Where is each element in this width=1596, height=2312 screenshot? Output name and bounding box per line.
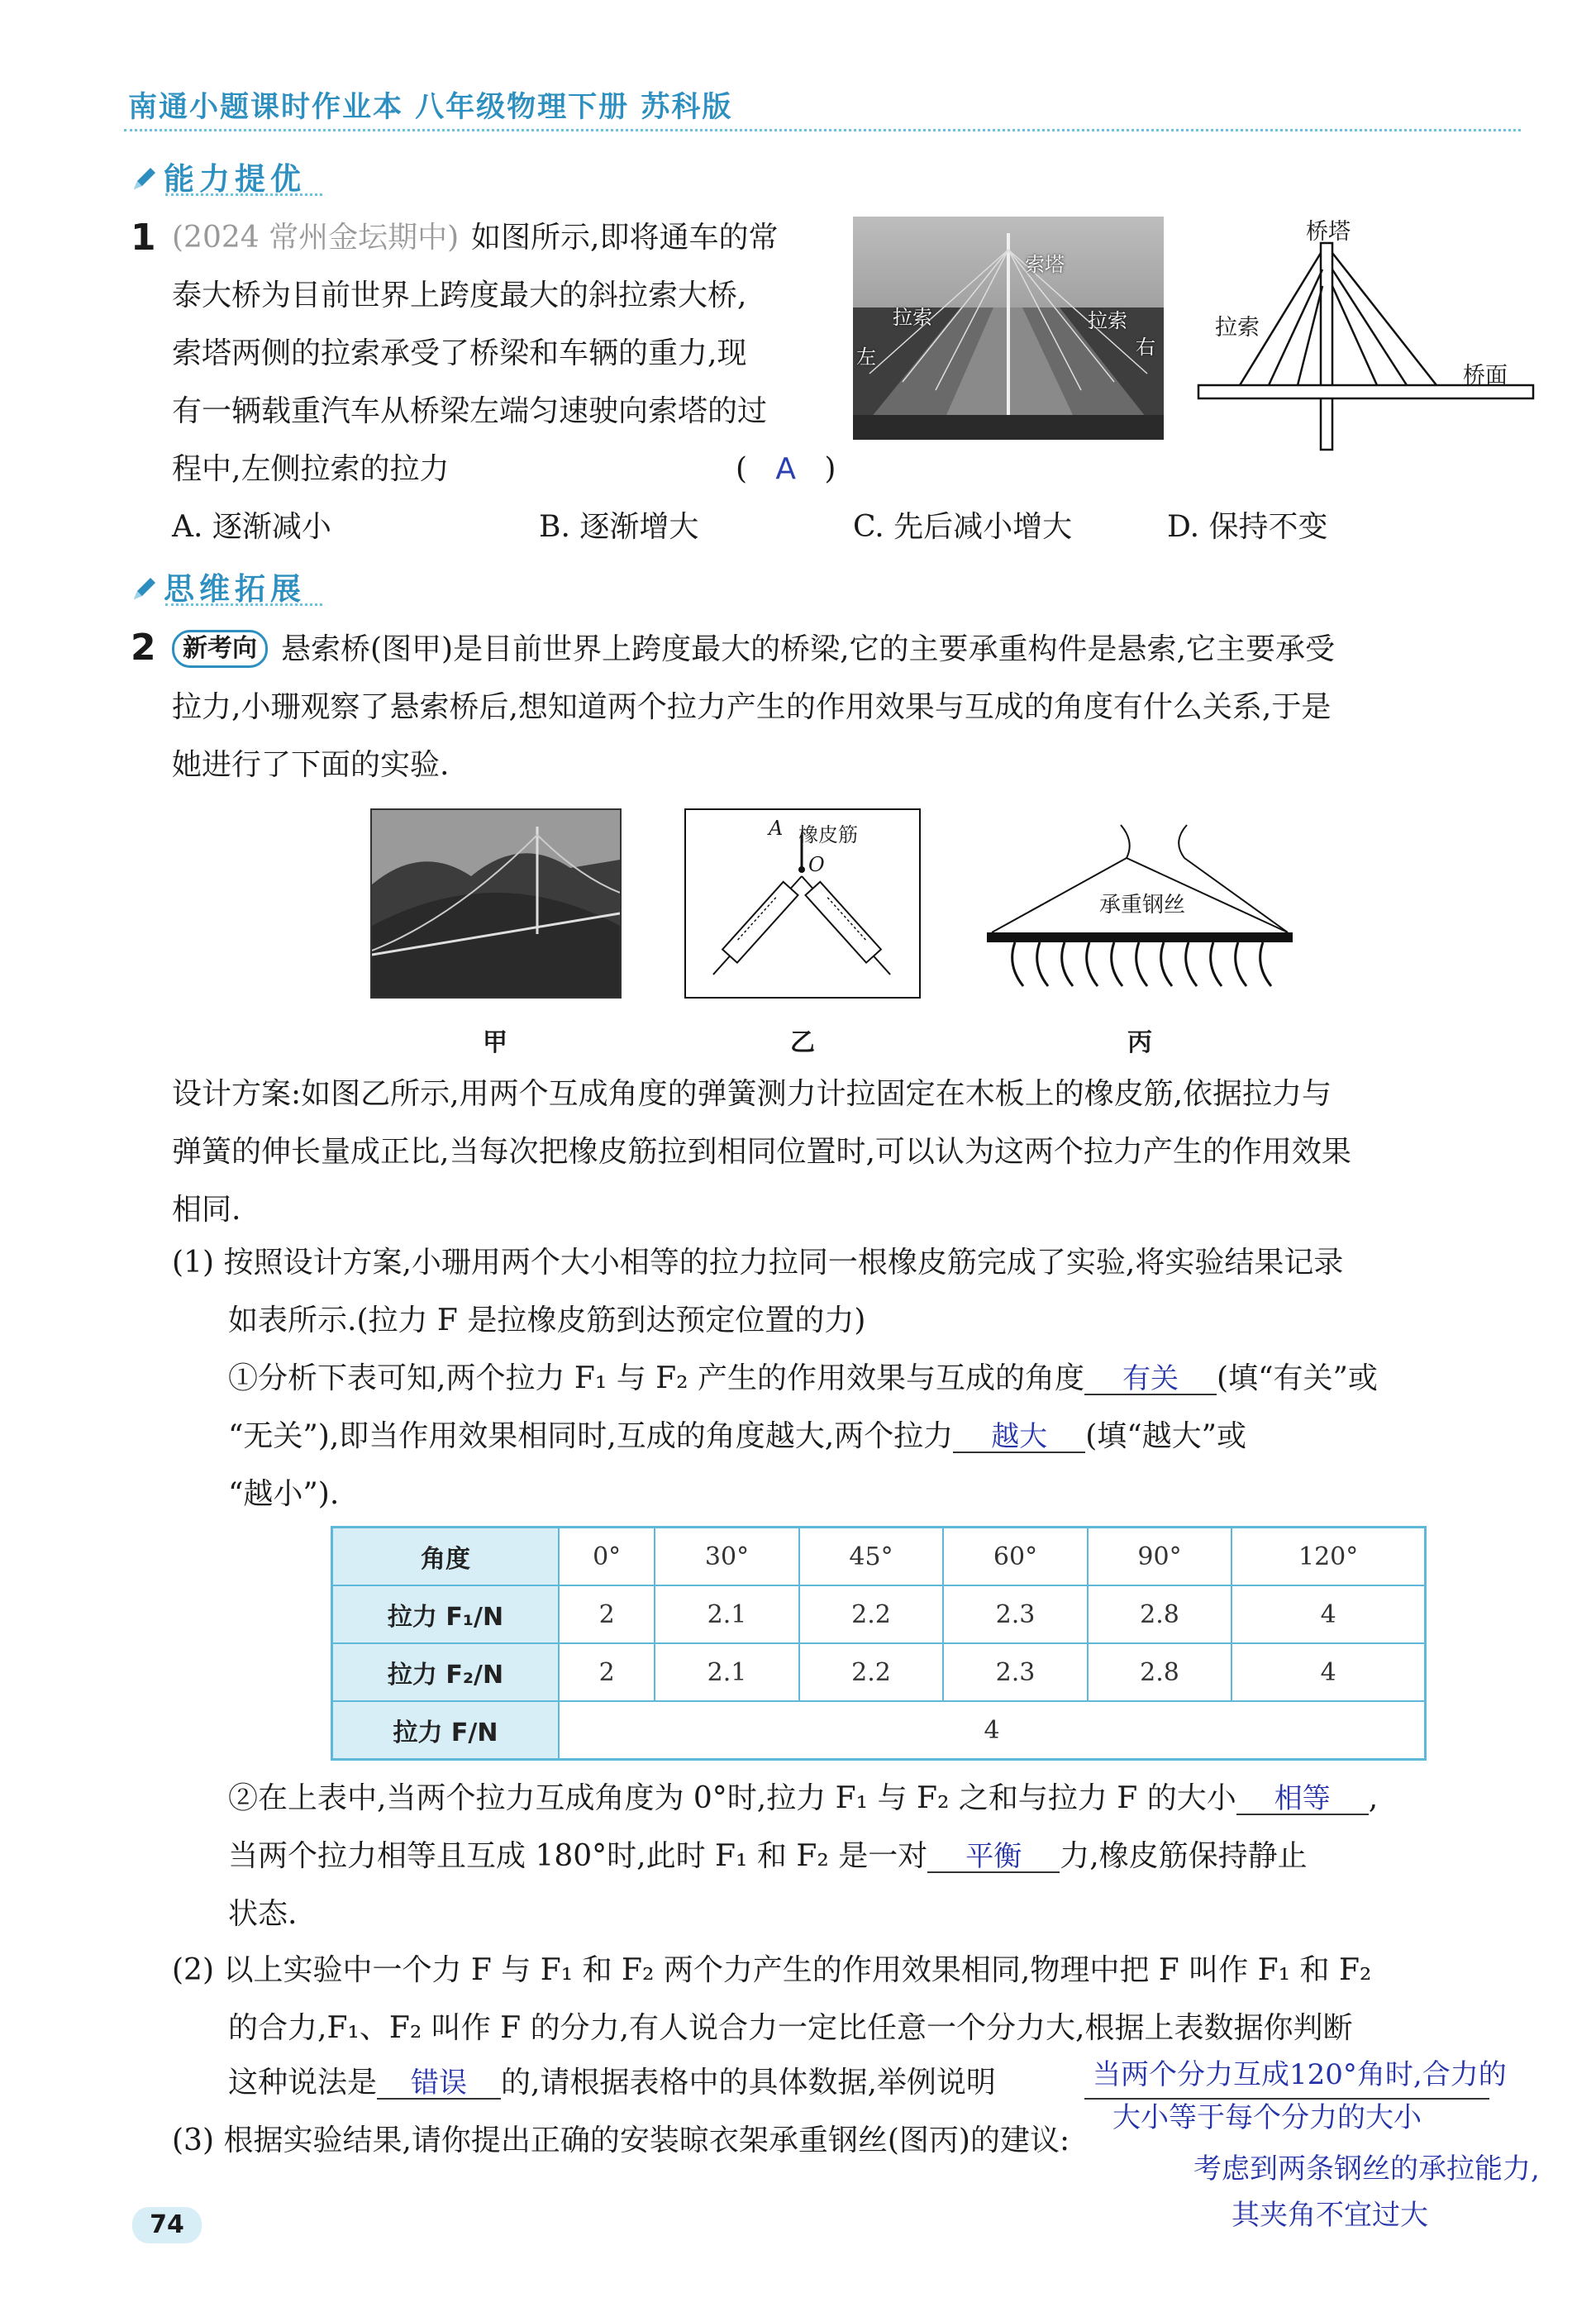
- handwritten-example-2: 大小等于每个分力的大小: [1112, 2101, 1422, 2134]
- handwritten-answer: 相等: [1274, 1782, 1331, 1815]
- question-text-line: 悬索桥(图甲)是目前世界上跨度最大的桥梁,它的主要承重构件是悬索,它主要承受: [281, 632, 1335, 666]
- bridge-photo: [853, 217, 1164, 440]
- pen-icon: [131, 574, 159, 603]
- table-row: [332, 1643, 1426, 1701]
- text: 当两个拉力相等且互成 180°时,此时 F₁ 和 F₂ 是一对: [228, 1839, 928, 1873]
- question-number: 2: [131, 627, 156, 669]
- section-title-ability: [131, 154, 306, 198]
- diagram-label-tower: 桥塔: [1306, 219, 1351, 245]
- text: ①分析下表可知,两个拉力 F₁ 与 F₂ 产生的作用效果与互成的角度: [228, 1361, 1085, 1395]
- table-row: [332, 1701, 1426, 1760]
- text: 力,橡皮筋保持静止: [1060, 1839, 1308, 1873]
- table-cell: 4: [1232, 1643, 1425, 1701]
- part1a-line-3: “越小”).: [228, 1477, 340, 1511]
- handwritten-suggestion-2: 其夹角不宜过大: [1232, 2199, 1428, 2232]
- fill-blank[interactable]: [1236, 1784, 1369, 1815]
- bridge-diagram: [1190, 212, 1537, 451]
- answer-choice: A: [775, 452, 797, 486]
- section-label: 能力提优: [164, 161, 306, 197]
- page-header: 南通小题课时作业本 八年级物理下册 苏科版: [128, 91, 733, 124]
- fill-blank[interactable]: [927, 1842, 1060, 1873]
- label-point-o: O: [808, 853, 825, 876]
- text: “无关”),即当作用效果相同时,互成的角度越大,两个拉力: [228, 1419, 954, 1453]
- handwritten-answer: 越大: [991, 1420, 1048, 1453]
- table-cell: 2.1: [655, 1643, 799, 1701]
- section-label: 思维拓展: [164, 571, 306, 607]
- part1b-line-3: 状态.: [228, 1897, 298, 1931]
- question-text-line: 泰大桥为目前世界上跨度最大的斜拉索大桥,: [172, 279, 747, 312]
- design-text-line: 弹簧的伸长量成正比,当每次把橡皮筋拉到相同位置时,可以认为这两个拉力产生的作用效果: [172, 1135, 1351, 1169]
- fill-blank[interactable]: [1084, 1364, 1217, 1395]
- figure-caption-jia: 甲: [483, 1028, 507, 1057]
- fill-blank[interactable]: [377, 2068, 501, 2100]
- table-cell: 2: [559, 1585, 655, 1643]
- text: (填“越大”或: [1085, 1419, 1247, 1453]
- table-cell-merged: 4: [559, 1701, 1426, 1760]
- label-steel-wire: 承重钢丝: [1099, 893, 1186, 918]
- table-cell: 2.2: [799, 1643, 944, 1701]
- handwritten-suggestion-1: 考虑到两条钢丝的承拉能力,: [1193, 2152, 1540, 2186]
- figure-jia-photo: [370, 808, 622, 999]
- fill-blank[interactable]: [953, 1422, 1085, 1453]
- question-text-line: 有一辆载重汽车从桥梁左端匀速驶向索塔的过: [172, 394, 768, 428]
- diagram-label-cable: 拉索: [1215, 315, 1260, 341]
- text: 这种说法是: [228, 2066, 378, 2100]
- table-row-header: 拉力 F₁/N: [332, 1585, 560, 1643]
- handwritten-answer: 有关: [1122, 1362, 1179, 1395]
- experiment-table: [331, 1526, 1427, 1761]
- section-underline: [165, 603, 322, 606]
- figure-yi-diagram: [684, 808, 921, 999]
- table-cell: 90°: [1088, 1528, 1232, 1586]
- page-number: 74: [132, 2207, 202, 2243]
- table-cell: 2.8: [1088, 1585, 1232, 1643]
- table-row: [332, 1528, 1426, 1586]
- part1b-line-2: [228, 1839, 1308, 1873]
- table-cell: 45°: [799, 1528, 944, 1586]
- table-row-header: 拉力 F/N: [332, 1701, 560, 1760]
- handwritten-answer: 平衡: [965, 1840, 1022, 1873]
- section-underline: [165, 193, 322, 196]
- answer-bracket: ( A ): [736, 452, 836, 486]
- table-cell: 2.3: [943, 1643, 1088, 1701]
- table-cell: 4: [1232, 1585, 1425, 1643]
- table-cell: 120°: [1232, 1528, 1425, 1586]
- part3-line-1: (3) 根据实验结果,请你提出正确的安装晾衣架承重钢丝(图丙)的建议:: [172, 2124, 1070, 2157]
- part1-text-line: 如表所示.(拉力 F 是拉橡皮筋到达预定位置的力): [228, 1304, 866, 1337]
- choice-c: C. 先后减小增大: [853, 510, 1073, 544]
- label-point-a: A: [769, 817, 784, 840]
- question-text-line: 索塔两侧的拉索承受了桥梁和车辆的重力,现: [172, 336, 747, 370]
- photo-label-right: 右: [1136, 336, 1155, 359]
- label-rubber-band: 橡皮筋: [798, 823, 858, 846]
- question-text-line: 拉力,小珊观察了悬索桥后,想知道两个拉力产生的作用效果与互成的角度有什么关系,于是: [172, 690, 1332, 724]
- table-cell: 2.2: [799, 1585, 944, 1643]
- photo-label-cable-right: 拉索: [1088, 309, 1127, 332]
- text: 的,请根据表格中的具体数据,举例说明: [501, 2066, 996, 2100]
- question-source: (2024 常州金坛期中): [172, 221, 460, 255]
- table-cell: 2: [559, 1643, 655, 1701]
- table-row: [332, 1585, 1426, 1643]
- table-cell: 2.3: [943, 1585, 1088, 1643]
- handwritten-answer: 错误: [411, 2066, 468, 2100]
- table-cell: 30°: [655, 1528, 799, 1586]
- question-number: 1: [131, 217, 156, 259]
- figure-caption-yi: 乙: [790, 1028, 815, 1057]
- new-trend-tag: 新考向: [172, 630, 268, 668]
- photo-label-cable-left: 拉索: [893, 306, 932, 329]
- part1a-line-1: [228, 1361, 1378, 1395]
- part1a-line-2: [228, 1419, 1247, 1453]
- text: (填“有关”或: [1217, 1361, 1378, 1395]
- choice-a: A. 逐渐减小: [172, 510, 331, 544]
- table-cell: 60°: [943, 1528, 1088, 1586]
- choice-b: B. 逐渐增大: [539, 510, 699, 544]
- question-text-line: 如图所示,即将通车的常: [471, 221, 779, 255]
- design-text-line: 设计方案:如图乙所示,用两个互成角度的弹簧测力计拉固定在木板上的橡皮筋,依据拉力与: [172, 1077, 1332, 1111]
- diagram-label-deck: 桥面: [1463, 363, 1508, 389]
- question-text-line: 她进行了下面的实验.: [172, 748, 450, 782]
- photo-label-left: 左: [856, 346, 876, 369]
- pen-icon: [131, 164, 159, 193]
- table-cell: 0°: [559, 1528, 655, 1586]
- table-cell: 2.1: [655, 1585, 799, 1643]
- part2-line-2: 的合力,F₁、F₂ 叫作 F 的分力,有人说合力一定比任意一个分力大,根据上表数据你判断: [228, 2011, 1353, 2045]
- choice-d: D. 保持不变: [1167, 510, 1328, 544]
- header-divider: [124, 129, 1521, 131]
- design-text-line: 相同.: [172, 1193, 241, 1227]
- table-cell: 2.8: [1088, 1643, 1232, 1701]
- question-text-line: 程中,左侧拉索的拉力: [172, 452, 450, 486]
- table-row-header: 拉力 F₂/N: [332, 1643, 560, 1701]
- photo-label-tower: 索塔: [1025, 253, 1065, 276]
- text: ,: [1368, 1781, 1379, 1815]
- section-title-thinking: [131, 564, 306, 608]
- part1-text-line: (1) 按照设计方案,小珊用两个大小相等的拉力拉同一根橡皮筋完成了实验,将实验结果记录: [172, 1246, 1344, 1280]
- text: ②在上表中,当两个拉力互成角度为 0°时,拉力 F₁ 与 F₂ 之和与拉力 F 的大小: [228, 1781, 1236, 1815]
- figure-caption-bing: 丙: [1127, 1028, 1152, 1057]
- part1b-line-1: [228, 1781, 1379, 1815]
- part2-line-3: [228, 2068, 996, 2100]
- table-row-header: 角度: [332, 1528, 560, 1586]
- figure-bing-diagram: [982, 808, 1298, 995]
- handwritten-example-1: 当两个分力互成120°角时,合力的: [1093, 2058, 1507, 2091]
- part2-line-1: (2) 以上实验中一个力 F 与 F₁ 和 F₂ 两个力产生的作用效果相同,物理中把 F 叫作 F₁ 和 F₂: [172, 1953, 1372, 1987]
